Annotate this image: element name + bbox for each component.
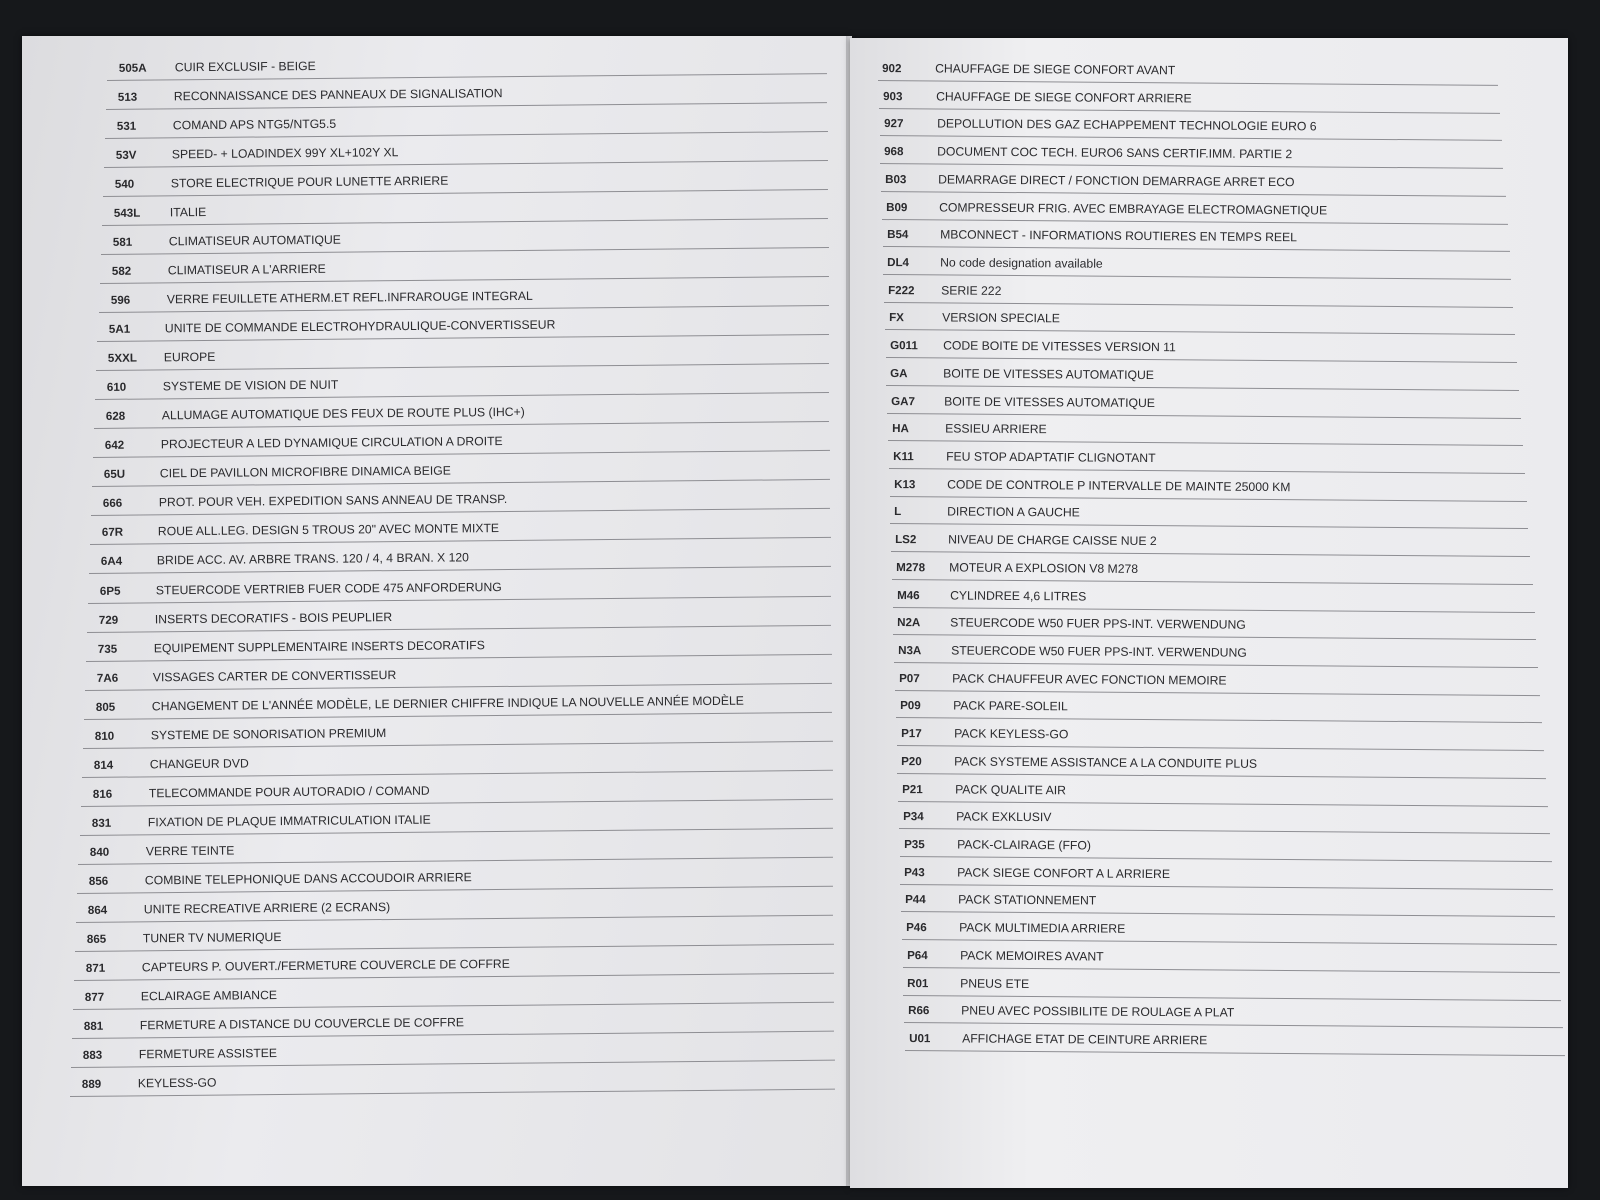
option-code: GA7 — [891, 394, 916, 408]
option-code: 805 — [95, 700, 116, 714]
option-description: PACK STATIONNEMENT — [958, 892, 1097, 908]
option-description: CHANGEMENT DE L'ANNÉE MODÈLE, LE DERNIER CHIFFRE INDIQUE LA NOUVELLE ANNÉE MODÈLE — [151, 693, 744, 713]
option-row — [892, 553, 1533, 585]
option-description: PACK MULTIMEDIA ARRIERE — [958, 920, 1126, 936]
option-description: STEUERCODE W50 FUER PPS-INT. VERWENDUNG — [951, 643, 1248, 660]
option-code: P35 — [903, 838, 925, 852]
option-description: PACK MEMOIRES AVANT — [959, 948, 1104, 964]
option-description: FIXATION DE PLAQUE IMMATRICULATION ITALIE — [147, 812, 431, 830]
option-description: COMBINE TELEPHONIQUE DANS ACCOUDOIR ARRIERE — [145, 870, 473, 888]
option-row — [89, 540, 831, 574]
option-code: R01 — [907, 976, 929, 990]
option-code: 642 — [105, 439, 125, 453]
option-description: CAPTEURS P. OUVERT./FERMETURE COUVERCLE DE COFFRE — [142, 956, 511, 975]
option-row — [889, 442, 1525, 474]
option-code: 531 — [116, 119, 137, 133]
option-code: 871 — [86, 961, 106, 975]
option-description: MOTEUR A EXPLOSION V8 M278 — [948, 560, 1139, 576]
option-row — [103, 163, 828, 197]
option-description: INSERTS DECORATIFS - BOIS PEUPLIER — [154, 609, 393, 626]
option-code: 883 — [82, 1048, 103, 1062]
option-code: 582 — [111, 264, 131, 279]
option-description: COMPRESSEUR FRIG. AVEC EMBRAYAGE ELECTROMAGNETIQUE — [938, 200, 1328, 218]
option-description: EUROPE — [164, 350, 216, 365]
option-code: 65U — [104, 468, 126, 482]
option-row — [887, 387, 1521, 419]
option-description: EQUIPEMENT SUPPLEMENTAIRE INSERTS DECORATIFS — [153, 637, 485, 655]
option-row — [881, 165, 1506, 197]
option-code: 903 — [882, 89, 903, 103]
option-description: No code designation available — [940, 255, 1104, 271]
option-row — [883, 248, 1511, 280]
option-code: R66 — [908, 1004, 930, 1018]
option-row — [105, 105, 828, 139]
option-code: 513 — [117, 90, 138, 104]
option-description: PACK-CLAIRAGE (FFO) — [956, 837, 1091, 853]
option-row — [882, 193, 1508, 225]
option-code: 5XXL — [108, 351, 138, 366]
option-row — [76, 889, 834, 923]
option-code: 865 — [87, 932, 107, 946]
option-description: PACK QUALITE AIR — [955, 782, 1067, 797]
option-description: PACK CHAUFFEUR AVEC FONCTION MEMOIRE — [952, 671, 1227, 688]
option-code: 53V — [115, 148, 137, 162]
option-code: P43 — [904, 865, 926, 879]
option-row — [104, 134, 828, 168]
option-code: 67R — [101, 526, 124, 540]
option-description: SYSTEME DE VISION DE NUIT — [163, 377, 339, 394]
option-description: PACK SIEGE CONFORT A L ARRIERE — [957, 865, 1171, 881]
option-row — [888, 414, 1523, 446]
option-description: STEUERCODE VERTRIEB FUER CODE 475 ANFORDERUNG — [155, 579, 502, 597]
option-code: P20 — [901, 754, 923, 769]
option-code: 596 — [110, 293, 130, 308]
option-code: 856 — [89, 874, 109, 888]
option-code: P09 — [899, 699, 921, 713]
option-code: 628 — [106, 410, 126, 424]
option-description: SPEED- + LOADINDEX 99Y XL+102Y XL — [171, 145, 399, 162]
option-code: P21 — [902, 782, 923, 796]
option-row — [78, 831, 833, 865]
option-row — [88, 569, 831, 603]
option-description: PROT. POUR VEH. EXPEDITION SANS ANNEAU DE TRANSP. — [158, 492, 508, 510]
option-description: ROUE ALL.LEG. DESIGN 5 TROUS 20" AVEC MONTE MIXTE — [157, 521, 500, 539]
option-description: DIRECTION A GAUCHE — [947, 504, 1081, 520]
option-row — [886, 359, 1519, 391]
option-description: COMAND APS NTG5/NTG5.5 — [172, 116, 337, 133]
option-description: STEUERCODE W50 FUER PPS-INT. VERWENDUNG — [950, 615, 1247, 633]
option-code: B54 — [886, 228, 909, 242]
option-code: 814 — [93, 758, 113, 772]
option-code: 6P5 — [99, 584, 121, 598]
option-description: VERRE TEINTE — [146, 843, 235, 859]
right-page — [850, 38, 1568, 1188]
option-description: VERSION SPECIALE — [941, 310, 1060, 326]
option-row — [77, 860, 833, 894]
option-row — [83, 685, 832, 719]
option-row — [894, 636, 1538, 668]
option-description: TUNER TV NUMERIQUE — [143, 929, 282, 946]
option-code: 6A4 — [100, 555, 123, 569]
option-row — [80, 772, 832, 806]
option-code: P17 — [900, 727, 922, 741]
option-description: RECONNAISSANCE DES PANNEAUX DE SIGNALISATION — [173, 86, 503, 104]
option-row — [903, 941, 1560, 973]
option-description: PACK SYSTEME ASSISTANCE A LA CONDUITE PLUS — [954, 754, 1258, 771]
option-description: VISSAGES CARTER DE CONVERTISSEUR — [152, 667, 397, 684]
option-row — [900, 830, 1552, 862]
option-row — [896, 691, 1542, 723]
option-code: K13 — [893, 477, 915, 491]
option-description: FERMETURE A DISTANCE DU COUVERCLE DE COFFRE — [139, 1015, 465, 1033]
option-code: P46 — [905, 921, 927, 935]
option-code: GA — [890, 366, 909, 381]
option-description: PACK EXKLUSIV — [955, 809, 1052, 825]
option-code: 666 — [102, 497, 123, 511]
option-description: DEMARRAGE DIRECT / FONCTION DEMARRAGE ARRET ECO — [938, 172, 1295, 190]
option-row — [81, 743, 832, 777]
option-description: CLIMATISEUR AUTOMATIQUE — [168, 232, 341, 249]
option-code: 816 — [92, 787, 112, 801]
option-row — [74, 947, 834, 981]
option-code: LS2 — [895, 533, 917, 547]
option-code: 5A1 — [109, 322, 131, 337]
option-code: 7A6 — [96, 671, 119, 685]
option-code: P44 — [905, 893, 926, 907]
option-description: VERRE FEUILLETE ATHERM.ET REFL.INFRAROUGE INTEGRAL — [166, 289, 533, 307]
option-description: FERMETURE ASSISTEE — [138, 1045, 278, 1062]
option-row — [101, 192, 828, 226]
option-row — [880, 137, 1504, 169]
option-code: F222 — [888, 283, 915, 297]
option-description: BRIDE ACC. AV. ARBRE TRANS. 120 / 4, 4 BRAN. X 120 — [156, 550, 469, 568]
option-description: CYLINDREE 4,6 LITRES — [949, 588, 1086, 604]
option-description: DEPOLLUTION DES GAZ ECHAPPEMENT TECHNOLOGIE EURO 6 — [936, 116, 1317, 134]
option-row — [73, 976, 834, 1010]
option-code: 610 — [107, 381, 127, 395]
option-description: UNITE RECREATIVE ARRIERE (2 ECRANS) — [144, 899, 391, 917]
option-description: CODE BOITE DE VITESSES VERSION 11 — [942, 338, 1176, 355]
option-row — [85, 656, 832, 690]
option-description: ESSIEU ARRIERE — [945, 421, 1047, 437]
option-description: PNEUS ETE — [960, 976, 1030, 991]
option-code: 540 — [114, 177, 135, 191]
option-description: STORE ELECTRIQUE POUR LUNETTE ARRIERE — [170, 173, 449, 191]
option-code: 810 — [94, 729, 114, 743]
option-row — [897, 719, 1545, 751]
option-description: DOCUMENT COC TECH. EURO6 SANS CERTIF.IMM. PARTIE 2 — [937, 144, 1293, 162]
option-code: 927 — [883, 117, 904, 131]
option-description: ALLUMAGE AUTOMATIQUE DES FEUX DE ROUTE PLUS (IHC+) — [162, 405, 526, 423]
option-code: P64 — [906, 948, 928, 963]
option-code: 902 — [882, 62, 902, 76]
option-row — [890, 497, 1528, 529]
option-description: KEYLESS-GO — [137, 1075, 217, 1091]
option-description: CHAUFFAGE DE SIEGE CONFORT ARRIERE — [935, 89, 1192, 106]
option-row — [106, 76, 828, 110]
option-code: M46 — [896, 588, 920, 602]
option-code: K11 — [892, 450, 914, 464]
option-code: P34 — [902, 810, 924, 824]
option-description: FEU STOP ADAPTATIF CLIGNOTANT — [945, 449, 1156, 466]
option-description: UNITE DE COMMANDE ELECTROHYDRAULIQUE-CONVERTISSEUR — [165, 317, 556, 336]
option-code: HA — [892, 422, 909, 436]
option-row — [885, 303, 1515, 335]
option-code: 543L — [113, 206, 141, 221]
option-description: CUIR EXCLUSIF - BEIGE — [174, 58, 316, 75]
option-row — [905, 1024, 1565, 1056]
option-row — [79, 802, 833, 836]
option-description: SYSTEME DE SONORISATION PREMIUM — [150, 725, 387, 743]
option-row — [86, 627, 832, 661]
option-description: CHAUFFAGE DE SIEGE CONFORT AVANT — [935, 61, 1176, 78]
option-row — [75, 918, 834, 952]
option-row — [87, 598, 832, 632]
option-code: 864 — [88, 903, 108, 917]
option-code: 881 — [83, 1019, 104, 1033]
option-row — [883, 220, 1510, 252]
option-code: 840 — [90, 845, 110, 859]
option-row — [82, 714, 832, 748]
option-code: 831 — [91, 816, 111, 830]
option-code: G011 — [889, 339, 918, 353]
option-row — [893, 608, 1536, 640]
option-code: L — [894, 505, 902, 519]
option-row — [878, 54, 1498, 86]
option-description: AFFICHAGE ETAT DE CEINTURE ARRIERE — [962, 1031, 1208, 1048]
option-row — [904, 996, 1563, 1028]
option-row — [902, 913, 1558, 945]
option-code: 729 — [98, 613, 119, 627]
option-description: PNEU AVEC POSSIBILITE DE ROULAGE A PLAT — [961, 1003, 1235, 1020]
option-row — [901, 885, 1555, 917]
option-description: PACK KEYLESS-GO — [953, 726, 1068, 742]
option-description: PROJECTEUR A LED DYNAMIQUE CIRCULATION A DROITE — [161, 434, 503, 452]
option-code: N2A — [897, 616, 921, 630]
option-description: BOITE DE VITESSES AUTOMATIQUE — [944, 394, 1156, 410]
option-description: BOITE DE VITESSES AUTOMATIQUE — [943, 366, 1155, 382]
option-description: TELECOMMANDE POUR AUTORADIO / COMAND — [148, 783, 430, 801]
option-code: 968 — [884, 145, 904, 159]
option-description: SERIE 222 — [941, 283, 1002, 298]
option-description: CLIMATISEUR A L'ARRIERE — [167, 262, 326, 278]
left-page — [22, 36, 848, 1186]
option-description: NIVEAU DE CHARGE CAISSE NUE 2 — [948, 532, 1157, 549]
option-row — [897, 747, 1546, 779]
option-description: ITALIE — [169, 205, 207, 220]
option-code: M278 — [895, 560, 926, 575]
option-code: U01 — [909, 1032, 931, 1046]
option-code: B03 — [885, 172, 907, 187]
option-code: 581 — [112, 235, 132, 250]
option-description: MBCONNECT - INFORMATIONS ROUTIERES EN TEMPS REEL — [939, 227, 1297, 245]
option-code: FX — [888, 311, 904, 325]
option-row — [107, 47, 827, 81]
option-row — [899, 802, 1550, 834]
option-code: B09 — [885, 200, 908, 214]
option-row — [891, 525, 1531, 557]
option-description: ECLAIRAGE AMBIANCE — [140, 987, 278, 1004]
option-row — [70, 1063, 835, 1097]
option-description: CIEL DE PAVILLON MICROFIBRE DINAMICA BEIGE — [159, 463, 452, 481]
option-code: N3A — [898, 644, 922, 658]
option-code: P07 — [899, 671, 920, 685]
option-code: 877 — [84, 990, 105, 1004]
option-description: CODE DE CONTROLE P INTERVALLE DE MAINTE 25000 KM — [946, 477, 1291, 494]
option-description: CHANGEUR DVD — [149, 756, 249, 772]
option-code: 505A — [118, 61, 147, 75]
option-code: DL4 — [887, 256, 910, 270]
option-code: 889 — [81, 1077, 102, 1091]
option-row — [886, 331, 1518, 363]
option-code: 735 — [97, 642, 118, 656]
option-description: PACK PARE-SOLEIL — [952, 698, 1068, 714]
option-row — [880, 109, 1502, 141]
